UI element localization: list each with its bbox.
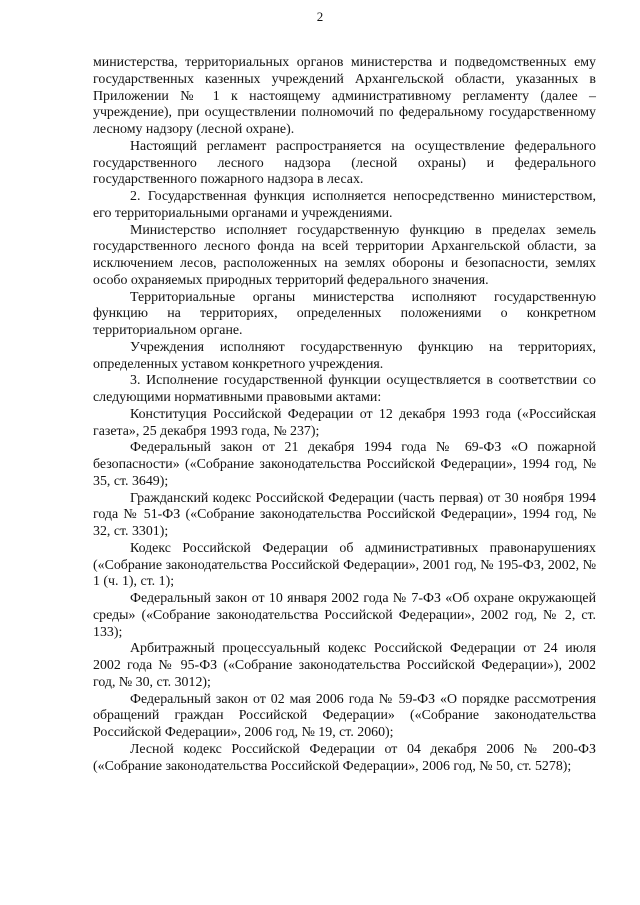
legal-act-administrative-code: Кодекс Российской Федерации об административных правонарушениях («Собрание законодательства Российской Федерации», 2001 год, № 195-ФЗ, 2002, № 1 (ч. 1), ст. 1); <box>93 540 596 590</box>
paragraph-institutions: Учреждения исполняют государственную функцию на территориях, определенных уставом конкретного учреждения. <box>93 339 596 372</box>
legal-act-constitution: Конституция Российской Федерации от 12 декабря 1993 года («Российская газета», 25 декабря 1993 года, № 237); <box>93 406 596 439</box>
page-number: 2 <box>316 9 324 24</box>
legal-act-environment-law: Федеральный закон от 10 января 2002 года № 7-ФЗ «Об охране окружающей среды» («Собрание законодательства Российской Федерации», 2002 год, № 2, ст. 133); <box>93 591 596 640</box>
legal-act-arbitration-code: Арбитражный процессуальный кодекс Российской Федерации от 24 июля 2002 года № 95-ФЗ («Собрание законодательства Российской Федерации»), 2002 год, № 30, ст. 3012); <box>93 641 596 690</box>
legal-act-civil-code: Гражданский кодекс Российской Федерации (часть первая) от 30 ноября 1994 года № 51-ФЗ («Собрание законодательства Российской Федерации», 1994 год, № 32, ст. 3301); <box>93 490 596 539</box>
legal-act-citizen-appeals-law: Федеральный закон от 02 мая 2006 года № 59-ФЗ «О порядке рассмотрения обращений граждан Российской Федерации» («Собрание законодательства Российской Федерации», 2006 год, № 19, ст. 2060); <box>93 691 596 740</box>
paragraph-continuation: министерства, территориальных органов министерства и подведомственных ему государственных казенных учреждений Архангельской области, указанных в Приложении № 1 к настоящему административному регламенту (далее – учреждение), при осуществлении полномочий по федеральному государственному лесному надзору (лесной охране). <box>93 55 596 137</box>
paragraph-territorial-bodies: Территориальные органы министерства исполняют государственную функцию на территориях, определенных положениями о конкретном территориальном органе. <box>93 289 596 338</box>
legal-act-fire-safety-law: Федеральный закон от 21 декабря 1994 года № 69-ФЗ «О пожарной безопасности» («Собрание законодательства Российской Федерации», 1994 год, № 35, ст. 3649); <box>93 440 596 489</box>
paragraph-ministry-scope: Министерство исполняет государственную функцию в пределах земель государственного лесного фонда на всей территории Архангельской области, за исключением лесов, расположенных на землях обороны и безопасности, землях особо охраняемых природных территорий федерального значения. <box>93 222 596 288</box>
paragraph-item-2: 2. Государственная функция исполняется непосредственно министерством, его территориальными органами и учреждениями. <box>93 189 596 221</box>
paragraph-scope: Настоящий регламент распространяется на осуществление федерального государственного лесного надзора (лесной охраны) и федерального государственного пожарного надзора в лесах. <box>93 138 596 188</box>
document-body <box>93 55 596 775</box>
paragraph-item-3: 3. Исполнение государственной функции осуществляется в соответствии со следующими нормативными правовыми актами: <box>93 373 596 405</box>
legal-act-forest-code: Лесной кодекс Российской Федерации от 04 декабря 2006 № 200-ФЗ («Собрание законодательства Российской Федерации», 2006 год, № 50, ст. 5278); <box>93 741 596 774</box>
